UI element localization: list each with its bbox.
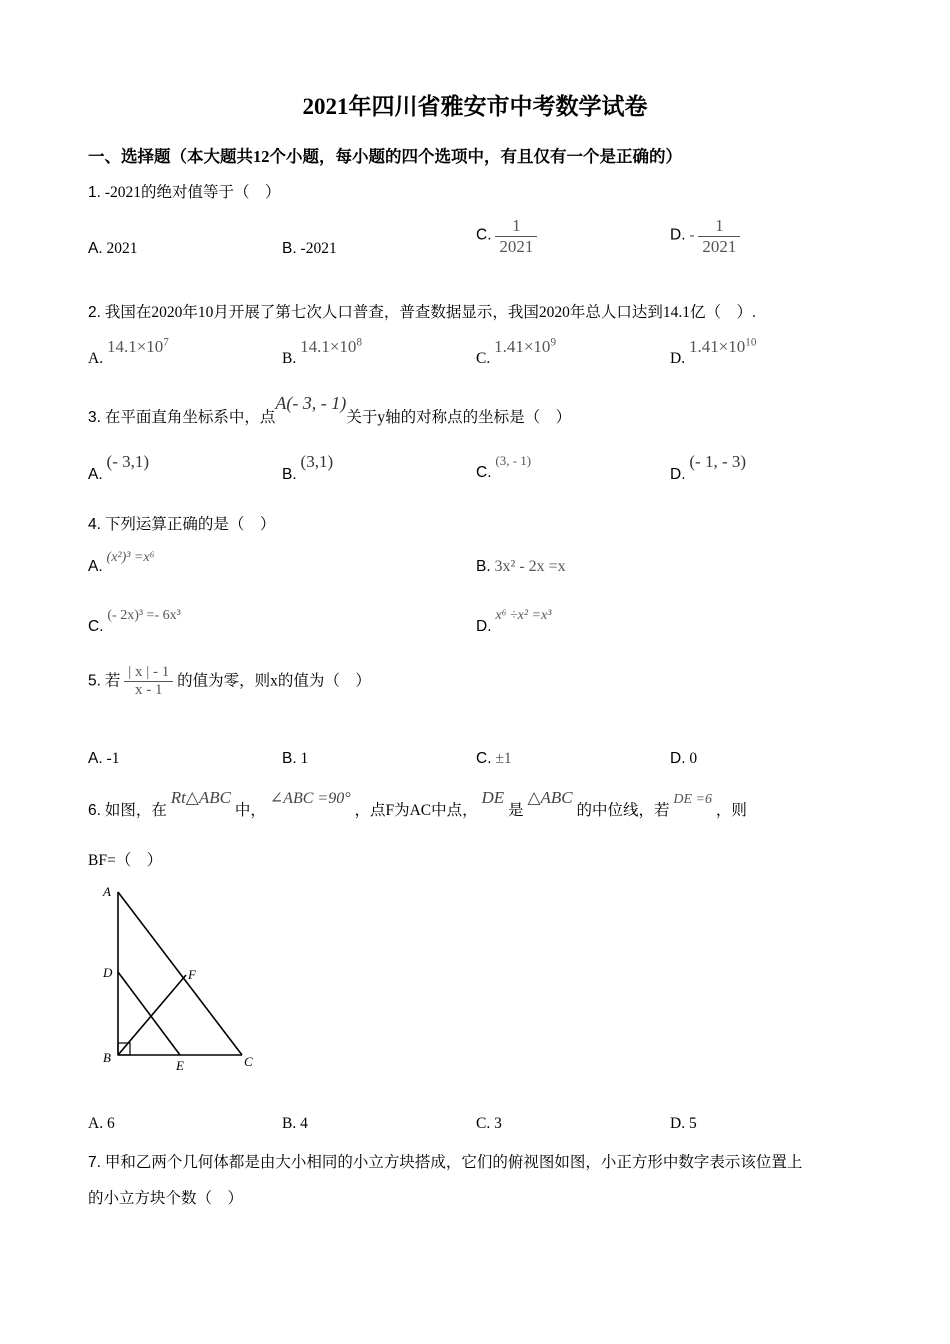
q2-option-a: A. $14.1\times 10^7$ (88, 336, 169, 367)
vertex-b-label: B (103, 1050, 111, 1065)
q2-option-c: C. $1.41\times 10^9$ (476, 336, 556, 367)
q6-option-d: D. 5 (670, 1115, 697, 1132)
question-7: 7. 甲和乙两个几何体都是由大小相同的小立方块搭成，它们的俯视图如图，小正方形中数字表示该位置上 (88, 1154, 803, 1171)
vertex-c-label: C (244, 1054, 253, 1069)
question-4-text: 下列运算正确的是（ ） (104, 516, 276, 533)
q5-option-b: B. 1 (282, 750, 309, 767)
question-3: 3. 在平面直角坐标系中，点A(- 3, - 1)关于y轴的对称点的坐标是（ ） (88, 393, 572, 426)
q5-option-a: A. -1 (88, 750, 120, 767)
q2-option-d: D. $1.41\times 10^{10}$ (670, 336, 757, 367)
q4-option-c: C. (- 2x)³ =- 6x³ (88, 608, 181, 635)
question-4: 4. 下列运算正确的是（ ） (88, 516, 276, 533)
point-f-label: F (188, 967, 196, 982)
q1-option-c: C. $\frac{1}{2021}$ (476, 216, 537, 256)
question-6: 6. 如图，在 Rt△ABC 中， ∠ABC =90° ，点F为AC中点， DE 是 △ABC 的中位线，若 DE =6 ，则 (88, 788, 747, 819)
q4-option-b: B. 3x² - 2x =x (476, 558, 566, 575)
q1-option-a: A. 2021 (88, 240, 138, 257)
point-e-label: E (176, 1058, 184, 1073)
page-title: 2021年四川省雅安市中考数学试卷 (302, 94, 648, 119)
side-ac (118, 892, 242, 1055)
q2-option-b: B. $14.1\times 10^8$ (282, 336, 362, 367)
q1-option-b: B. -2021 (282, 240, 337, 257)
q6-option-c: C. 3 (476, 1115, 502, 1132)
q6-option-b: B. 4 (282, 1115, 308, 1132)
q4-option-a: A. (x²)³ =x⁶ (88, 550, 155, 575)
question-5: 5. 若 $\frac{| x | - 1}{x - 1}$ 的值为零，则x的值为（ ） (88, 664, 371, 699)
question-7-line2: 的小立方块个数（ ） (88, 1190, 244, 1207)
question-2-text: 我国在2020年10月开展了第七次人口普查，普查数据显示，我国2020年总人口达到14.1亿（ ）. (104, 304, 756, 321)
q3-option-c: C. (3, - 1) (476, 453, 532, 481)
q3-option-d: D. (- 1, - 3) (670, 452, 747, 483)
section-heading: 一、选择题（本大题共12个小题，每小题的四个选项中，有且仅有一个是正确的） (88, 147, 682, 166)
q4-option-d: D. x⁶ ÷x² =x³ (476, 608, 552, 635)
q5-option-c: C. ±1 (476, 750, 512, 767)
point-d-label: D (103, 965, 113, 980)
question-6-line2: BF=（ ） (88, 852, 163, 869)
q1-option-d: D. - $\frac{1}{2021}$ (670, 216, 740, 256)
question-1-text: -2021的绝对值等于（ ） (104, 184, 281, 201)
q5-option-d: D. 0 (670, 750, 698, 767)
vertex-a-label: A (103, 884, 111, 899)
question-2: 2. 我国在2020年10月开展了第七次人口普查，普查数据显示，我国2020年总人口达到14.1亿（ ）. (88, 304, 756, 321)
triangle-figure (98, 880, 268, 1080)
q3-option-b: B. (3,1) (282, 452, 334, 483)
q6-option-a: A. 6 (88, 1115, 115, 1132)
q3-option-a: A. (- 3,1) (88, 452, 150, 483)
question-1: 1. -2021的绝对值等于（ ） (88, 184, 281, 201)
